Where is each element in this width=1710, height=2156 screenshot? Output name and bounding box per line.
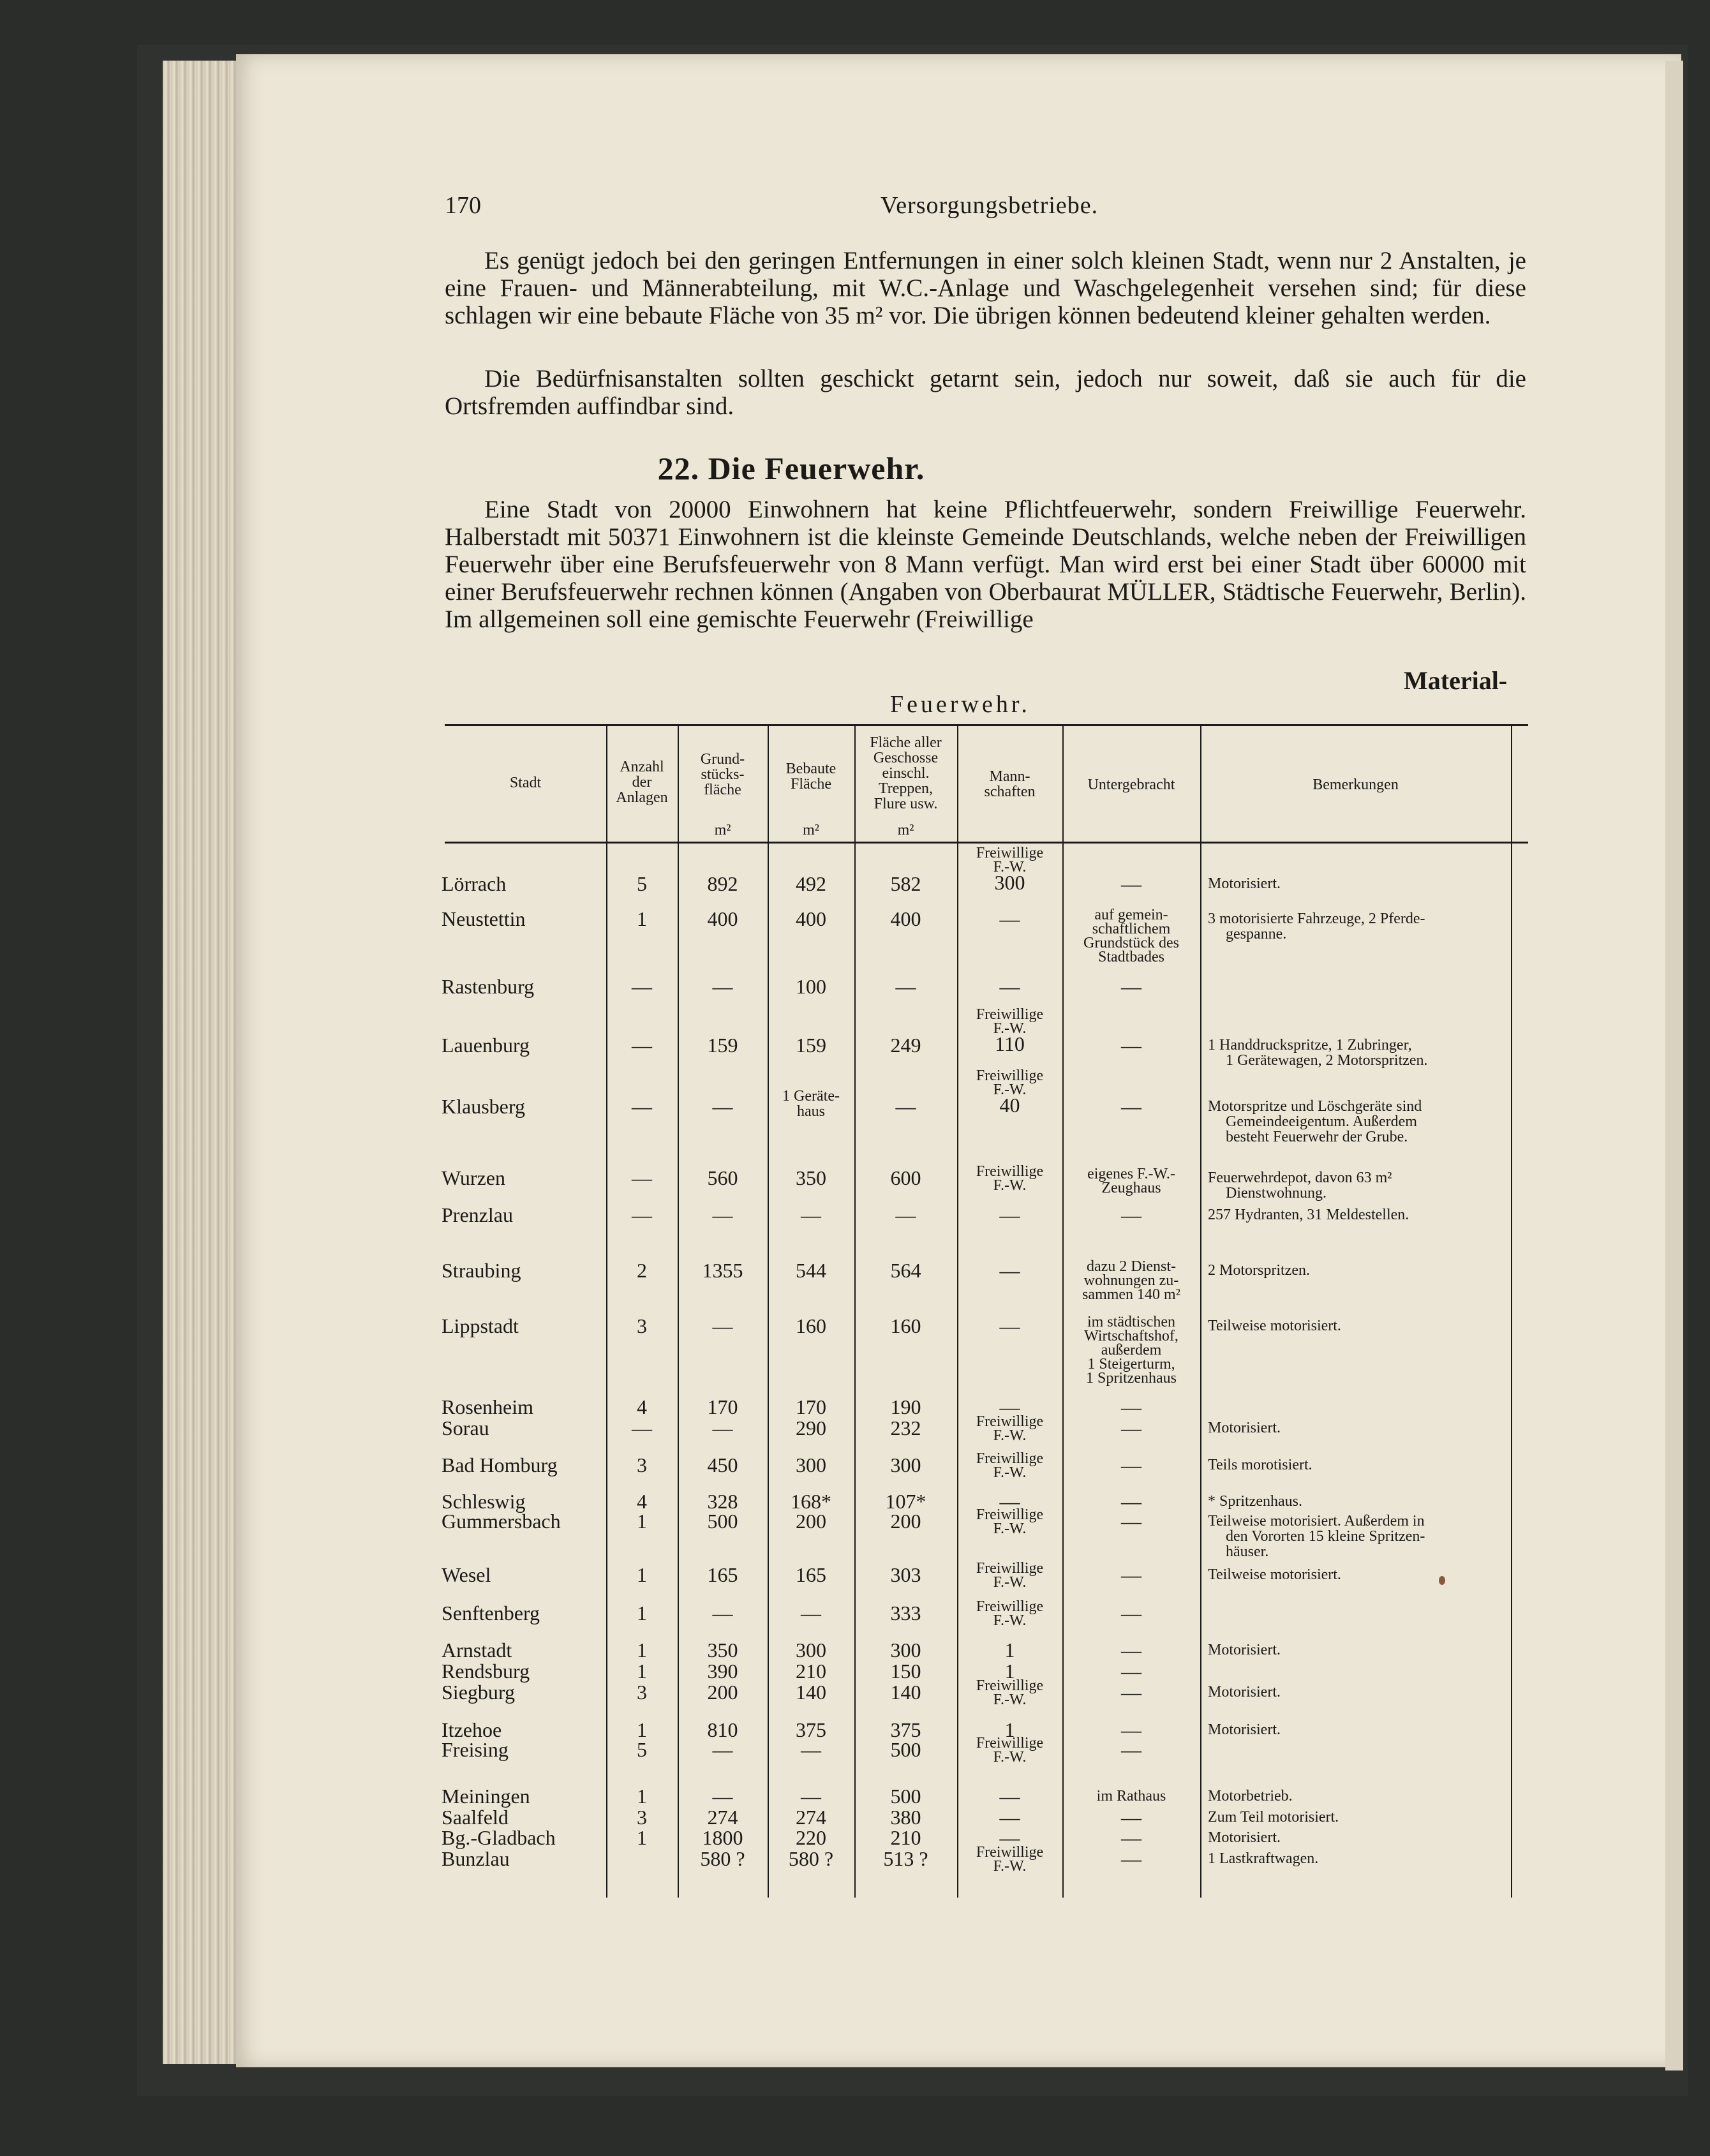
cell-untergebracht: — <box>1121 1847 1141 1870</box>
cell-flaeche: — <box>895 1203 916 1226</box>
cell-mannschaften: Freiwillige <box>976 1163 1044 1180</box>
cell-stadt: Gummersbach <box>442 1510 561 1533</box>
cell-anzahl: 5 <box>637 1738 647 1761</box>
cell-grund: 159 <box>707 1034 738 1057</box>
cell-mannschaften: Freiwillige <box>976 845 1044 861</box>
cell-mannschaften: F.-W. <box>993 1858 1027 1875</box>
unit-grund: m² <box>714 822 731 838</box>
cell-flaeche: 300 <box>890 1639 921 1662</box>
cell-untergebracht: — <box>1121 1395 1141 1418</box>
cell-bebaut: 290 <box>796 1416 826 1439</box>
cell-untergebracht: — <box>1121 1034 1141 1057</box>
cell-untergebracht: — <box>1121 1203 1141 1226</box>
cell-bemerkungen: 1 Lastkraftwagen. <box>1208 1850 1319 1867</box>
cell-untergebracht: sammen 140 m² <box>1082 1286 1180 1303</box>
cell-untergebracht: — <box>1121 1639 1141 1662</box>
cell-flaeche: 500 <box>890 1738 921 1761</box>
paper-stain <box>1439 1576 1445 1585</box>
cell-grund: 350 <box>707 1639 738 1662</box>
cell-bemerkungen: besteht Feuerwehr der Grube. <box>1226 1129 1408 1145</box>
header-mannschaften: Mann- schaften <box>984 768 1036 800</box>
cell-bemerkungen: häuser. <box>1226 1543 1269 1560</box>
cell-grund: 500 <box>707 1510 738 1533</box>
cell-bemerkungen: Motorbetrieb. <box>1208 1788 1293 1804</box>
cell-bebaut: 1 Geräte- <box>782 1088 840 1104</box>
cell-grund: 810 <box>707 1718 738 1741</box>
cell-bebaut: — <box>801 1785 821 1808</box>
cell-mannschaften: F.-W. <box>993 1520 1027 1537</box>
intro-paragraph-2: Die Bedürfnisanstalten sollten geschickt getarnt sein, jedoch nur soweit, daß sie auch für die Ortsfremden auffindbar sind. <box>445 365 1526 420</box>
cell-untergebracht: — <box>1121 1806 1141 1829</box>
cell-mannschaften: F.-W. <box>993 1574 1027 1591</box>
cell-stadt: Bg.-Gladbach <box>442 1826 556 1849</box>
cell-flaeche: 249 <box>890 1034 921 1057</box>
cell-untergebracht: Grundstück des <box>1083 935 1179 951</box>
cell-mannschaften: 1 <box>1004 1718 1015 1741</box>
cell-mannschaften: F.-W. <box>993 1020 1027 1037</box>
cell-bebaut: 200 <box>796 1510 826 1533</box>
table-caption: Feuerwehr. <box>890 691 1030 718</box>
cell-flaeche: 232 <box>890 1416 921 1439</box>
cell-untergebracht: auf gemein- <box>1094 907 1168 923</box>
cell-stadt: Lauenburg <box>442 1034 530 1057</box>
cell-untergebracht: — <box>1121 1602 1141 1624</box>
cell-mannschaften: — <box>999 1785 1020 1808</box>
cell-stadt: Rastenburg <box>442 975 535 998</box>
cell-anzahl: 4 <box>637 1490 647 1513</box>
cell-bemerkungen: Teilweise motorisiert. Außerdem in <box>1208 1513 1425 1529</box>
cell-anzahl: 1 <box>637 1563 647 1586</box>
header-anzahl: Anzahl der Anlagen <box>616 759 668 806</box>
cell-stadt: Straubing <box>442 1259 521 1282</box>
cell-mannschaften: — <box>999 975 1020 998</box>
cell-bebaut: — <box>801 1602 821 1624</box>
cell-bemerkungen: Motorisiert. <box>1208 1642 1281 1658</box>
cell-bemerkungen: Motorspritze und Löschgeräte sind <box>1208 1098 1422 1115</box>
cell-untergebracht: — <box>1121 1453 1141 1476</box>
cell-bebaut: 580 ? <box>788 1847 834 1870</box>
cell-mannschaften: Freiwillige <box>976 1450 1044 1467</box>
cell-flaeche: 375 <box>890 1718 921 1741</box>
cell-untergebracht: schaftlichem <box>1092 921 1171 937</box>
cell-untergebracht: — <box>1121 1095 1141 1118</box>
cell-anzahl: — <box>632 1203 652 1226</box>
cell-flaeche: — <box>895 1095 916 1118</box>
cell-bemerkungen: Teilweise motorisiert. <box>1208 1566 1341 1583</box>
cell-stadt: Wurzen <box>442 1166 505 1189</box>
cell-bemerkungen: Motorisiert. <box>1208 1684 1281 1700</box>
cell-flaeche: 513 ? <box>883 1847 928 1870</box>
cell-mannschaften: Freiwillige <box>976 1844 1044 1861</box>
material-label: Material- <box>1404 666 1508 695</box>
cell-bebaut: 274 <box>796 1806 826 1829</box>
right-page-edge <box>1665 61 1683 2071</box>
cell-anzahl: 1 <box>637 1510 647 1533</box>
cell-bemerkungen: Teilweise motorisiert. <box>1208 1318 1341 1334</box>
cell-untergebracht: — <box>1121 1563 1141 1586</box>
cell-anzahl: 1 <box>637 1826 647 1849</box>
cell-untergebracht: eigenes F.-W.- <box>1087 1166 1175 1182</box>
cell-bebaut: 159 <box>796 1034 826 1057</box>
cell-anzahl: — <box>632 1166 652 1189</box>
cell-grund: 1355 <box>702 1259 743 1282</box>
cell-untergebracht: 1 Spritzenhaus <box>1086 1370 1177 1387</box>
cell-grund: 400 <box>707 907 738 930</box>
cell-anzahl: 3 <box>637 1453 647 1476</box>
cell-grund: 390 <box>707 1660 738 1683</box>
cell-anzahl: 1 <box>637 1639 647 1662</box>
cell-mannschaften: Freiwillige <box>976 1067 1044 1084</box>
cell-mannschaften: 110 <box>995 1032 1025 1055</box>
cell-stadt: Wesel <box>442 1563 491 1586</box>
cell-stadt: Lippstadt <box>442 1314 519 1337</box>
cell-bebaut: 160 <box>796 1314 826 1337</box>
cell-mannschaften: F.-W. <box>993 1749 1027 1766</box>
cell-bemerkungen: Dienstwohnung. <box>1226 1185 1327 1201</box>
cell-stadt: Sorau <box>442 1416 489 1439</box>
cell-mannschaften: 300 <box>994 871 1025 894</box>
cell-stadt: Siegburg <box>442 1681 515 1704</box>
cell-flaeche: 582 <box>890 872 921 895</box>
cell-anzahl: 1 <box>637 907 647 930</box>
cell-mannschaften: — <box>999 1826 1020 1849</box>
cell-anzahl: 3 <box>637 1681 647 1704</box>
cell-mannschaften: F.-W. <box>993 1427 1027 1444</box>
cell-anzahl: 1 <box>637 1660 647 1683</box>
cell-untergebracht: im städtischen <box>1087 1314 1175 1330</box>
cell-bemerkungen: Motorisiert. <box>1208 875 1281 892</box>
cell-bebaut: 100 <box>796 975 826 998</box>
cell-bemerkungen: 2 Motorspritzen. <box>1208 1262 1310 1279</box>
cell-flaeche: 300 <box>890 1453 921 1476</box>
cell-anzahl: — <box>632 975 652 998</box>
cell-untergebracht: — <box>1121 1681 1141 1704</box>
header-bemerkungen: Bemerkungen <box>1312 777 1399 793</box>
cell-anzahl: 2 <box>637 1259 647 1282</box>
cell-mannschaften: — <box>999 1314 1020 1337</box>
cell-bebaut: haus <box>797 1103 825 1120</box>
cell-anzahl: 3 <box>637 1314 647 1337</box>
cell-grund: — <box>712 1203 733 1226</box>
cell-grund: 274 <box>707 1806 738 1829</box>
cell-anzahl: — <box>632 1034 652 1057</box>
cell-anzahl: — <box>632 1095 652 1118</box>
cell-anzahl: 1 <box>637 1602 647 1624</box>
cell-bemerkungen: Teils morotisiert. <box>1208 1457 1312 1473</box>
cell-untergebracht: — <box>1121 872 1141 895</box>
cell-grund: 560 <box>707 1166 738 1189</box>
cell-bebaut: 492 <box>796 872 826 895</box>
cell-anzahl: 3 <box>637 1806 647 1829</box>
cell-mannschaften: F.-W. <box>993 1612 1027 1629</box>
cell-stadt: Arnstadt <box>442 1639 512 1662</box>
cell-grund: — <box>712 1416 733 1439</box>
unit-bebaut: m² <box>803 822 819 838</box>
cell-bemerkungen: Feuerwehrdepot, davon 63 m² <box>1208 1170 1392 1186</box>
cell-flaeche: 333 <box>890 1602 921 1624</box>
cell-bemerkungen: * Spritzenhaus. <box>1208 1493 1302 1510</box>
cell-grund: — <box>712 1785 733 1808</box>
cell-mannschaften: F.-W. <box>993 1177 1027 1194</box>
cell-flaeche: 150 <box>890 1660 921 1683</box>
cell-grund: 165 <box>707 1563 738 1586</box>
cell-grund: 450 <box>707 1453 738 1476</box>
header-stadt: Stadt <box>509 775 542 791</box>
cell-grund: 1800 <box>702 1826 743 1849</box>
cell-mannschaften: F.-W. <box>993 1082 1027 1098</box>
cell-flaeche: — <box>895 975 916 998</box>
header-grund: Grund- stücks- fläche <box>700 751 745 798</box>
cell-bemerkungen: 1 Gerätewagen, 2 Motorspritzen. <box>1226 1052 1428 1069</box>
cell-bemerkungen: Zum Teil motorisiert. <box>1208 1809 1339 1825</box>
cell-untergebracht: — <box>1121 1718 1141 1741</box>
cell-mannschaften: — <box>999 907 1020 930</box>
cell-stadt: Neustettin <box>442 907 526 930</box>
cell-bebaut: 375 <box>796 1718 826 1741</box>
cell-mannschaften: — <box>999 1806 1020 1829</box>
header-bebaut: Bebaute Fläche <box>785 761 836 792</box>
cell-anzahl: 5 <box>637 872 647 895</box>
cell-mannschaften: — <box>999 1395 1020 1418</box>
cell-stadt: Rendsburg <box>442 1660 530 1683</box>
cell-stadt: Freising <box>442 1738 509 1761</box>
cell-grund: 170 <box>707 1395 738 1418</box>
cell-untergebracht: — <box>1121 1490 1141 1513</box>
cell-flaeche: 303 <box>890 1563 921 1586</box>
cell-bebaut: — <box>801 1738 821 1761</box>
cell-flaeche: 200 <box>890 1510 921 1533</box>
unit-flaeche: m² <box>897 822 914 838</box>
cell-bemerkungen: 3 motorisierte Fahrzeuge, 2 Pferde- <box>1208 911 1425 927</box>
cell-bemerkungen: 257 Hydranten, 31 Meldestellen. <box>1208 1207 1409 1223</box>
cell-bebaut: 300 <box>796 1453 826 1476</box>
cell-mannschaften: 1 <box>1004 1660 1015 1683</box>
cell-anzahl: 1 <box>637 1785 647 1808</box>
cell-untergebracht: — <box>1121 1660 1141 1683</box>
cell-bebaut: 170 <box>796 1395 826 1418</box>
cell-mannschaften: Freiwillige <box>976 1735 1044 1751</box>
cell-bemerkungen: 1 Handdruckspritze, 1 Zubringer, <box>1208 1037 1412 1053</box>
cell-bebaut: 168* <box>791 1490 831 1513</box>
cell-untergebracht: wohnungen zu- <box>1083 1272 1179 1289</box>
cell-stadt: Klausberg <box>442 1095 525 1118</box>
cell-stadt: Meiningen <box>442 1785 530 1808</box>
header-untergebracht: Untergebracht <box>1087 777 1175 793</box>
cell-bebaut: — <box>801 1203 821 1226</box>
cell-mannschaften: — <box>999 1203 1020 1226</box>
cell-bemerkungen: gespanne. <box>1226 926 1287 942</box>
cell-flaeche: 600 <box>890 1166 921 1189</box>
cell-flaeche: 380 <box>890 1806 921 1829</box>
cell-grund: 892 <box>707 872 738 895</box>
cell-flaeche: 564 <box>890 1259 921 1282</box>
cell-bebaut: 165 <box>796 1563 826 1586</box>
header-flaeche: Fläche aller Geschosse einschl. Treppen, Flure usw. <box>870 734 942 812</box>
cell-stadt: Itzehoe <box>442 1718 502 1741</box>
cell-mannschaften: 40 <box>999 1094 1020 1117</box>
cell-stadt: Prenzlau <box>442 1203 513 1226</box>
cell-bemerkungen: Motorisiert. <box>1208 1829 1281 1846</box>
cell-mannschaften: Freiwillige <box>976 1413 1044 1430</box>
cell-bebaut: 140 <box>796 1681 826 1704</box>
cell-anzahl: 1 <box>637 1718 647 1741</box>
cell-untergebracht: außerdem <box>1101 1342 1162 1358</box>
cell-grund: — <box>712 1738 733 1761</box>
cell-untergebracht: dazu 2 Dienst- <box>1087 1258 1176 1275</box>
cell-untergebracht: Zeughaus <box>1101 1180 1161 1196</box>
cell-untergebracht: — <box>1121 1416 1141 1439</box>
cell-stadt: Saalfeld <box>442 1806 509 1829</box>
cell-bebaut: 220 <box>796 1826 826 1849</box>
cell-untergebracht: — <box>1121 1738 1141 1761</box>
cell-flaeche: 107* <box>885 1490 926 1513</box>
cell-untergebracht: — <box>1121 1826 1141 1849</box>
cell-bebaut: 210 <box>796 1660 826 1683</box>
cell-grund: 200 <box>707 1681 738 1704</box>
cell-bemerkungen: Motorisiert. <box>1208 1420 1281 1436</box>
cell-flaeche: 160 <box>890 1314 921 1337</box>
cell-bebaut: 544 <box>796 1259 826 1282</box>
cell-untergebracht: Stadtbades <box>1098 949 1164 965</box>
cell-mannschaften: F.-W. <box>993 1464 1027 1481</box>
cell-stadt: Bunzlau <box>442 1847 510 1870</box>
cell-stadt: Rosenheim <box>442 1395 533 1418</box>
cell-flaeche: 500 <box>890 1785 921 1808</box>
cell-mannschaften: Freiwillige <box>976 1677 1044 1694</box>
cell-bemerkungen: Gemeindeeigentum. Außerdem <box>1226 1113 1417 1130</box>
cell-mannschaften: F.-W. <box>993 1691 1027 1708</box>
cell-untergebracht: — <box>1121 975 1141 998</box>
section-paragraph: Eine Stadt von 20000 Einwohnern hat keine Pflichtfeuerwehr, sondern Freiwillige Feuerwehr. Halberstadt mit 50371 Einwohnern ist die kleinste Gemeinde Deutschlands, welche neben der Freiwilligen Feuerwehr über eine Berufsfeuerwehr von 8 Mann verfügt. Man wird erst bei einer Stadt über 60000 mit einer Berufsfeuerwehr rechnen können (Angaben von Oberbaurat MÜLLER, Städtische Feuerwehr, Berlin). Im allgemeinen soll eine gemischte Feuerwehr (Freiwillige <box>445 496 1526 633</box>
cell-grund: — <box>712 975 733 998</box>
page-edges <box>163 61 246 2064</box>
cell-flaeche: 140 <box>890 1681 921 1704</box>
cell-mannschaften: — <box>999 1490 1020 1513</box>
cell-flaeche: 190 <box>890 1395 921 1418</box>
cell-bebaut: 300 <box>796 1639 826 1662</box>
cell-grund: — <box>712 1314 733 1337</box>
cell-bemerkungen: Motorisiert. <box>1208 1721 1281 1738</box>
cell-grund: — <box>712 1095 733 1118</box>
cell-untergebracht: — <box>1121 1510 1141 1533</box>
cell-stadt: Schleswig <box>442 1490 526 1513</box>
running-title: Versorgungsbetriebe. <box>881 192 1099 219</box>
cell-stadt: Bad Homburg <box>442 1453 558 1476</box>
cell-mannschaften: — <box>999 1259 1020 1282</box>
cell-stadt: Senftenberg <box>442 1602 540 1624</box>
cell-grund: — <box>712 1602 733 1624</box>
cell-grund: 580 ? <box>700 1847 745 1870</box>
cell-mannschaften: Freiwillige <box>976 1560 1044 1577</box>
cell-untergebracht: 1 Steigerturm, <box>1087 1356 1175 1372</box>
cell-anzahl: 4 <box>637 1395 647 1418</box>
cell-flaeche: 400 <box>890 907 921 930</box>
intro-paragraph-1: Es genügt jedoch bei den geringen Entfernungen in einer solch kleinen Stadt, wenn nur 2 Anstalten, je eine Frauen- und Männerabteilung, mit W.C.-Anlage und Waschgelegenheit versehen sind; für diese schlagen wir eine bebaute Fläche von 35 m² vor. Die übrigen können bedeutend kleiner gehalten werden. <box>445 247 1526 329</box>
cell-bebaut: 400 <box>796 907 826 930</box>
cell-bebaut: 350 <box>796 1166 826 1189</box>
cell-flaeche: 210 <box>890 1826 921 1849</box>
cell-mannschaften: Freiwillige <box>976 1006 1044 1023</box>
section-title: 22. Die Feuerwehr. <box>657 450 925 486</box>
cell-stadt: Lörrach <box>442 872 507 895</box>
cell-grund: 328 <box>707 1490 738 1513</box>
cell-anzahl: — <box>632 1416 652 1439</box>
cell-mannschaften: 1 <box>1004 1639 1015 1662</box>
cell-bemerkungen: den Vororten 15 kleine Spritzen- <box>1226 1528 1425 1545</box>
cell-mannschaften: Freiwillige <box>976 1506 1044 1523</box>
cell-untergebracht: im Rathaus <box>1096 1788 1166 1804</box>
col-divider <box>1200 726 1201 1898</box>
col-divider <box>1511 726 1512 1898</box>
cell-mannschaften: Freiwillige <box>976 1598 1044 1615</box>
cell-untergebracht: Wirtschaftshof, <box>1084 1328 1178 1344</box>
cell-mannschaften: F.-W. <box>993 859 1027 875</box>
page-number: 170 <box>445 192 481 219</box>
